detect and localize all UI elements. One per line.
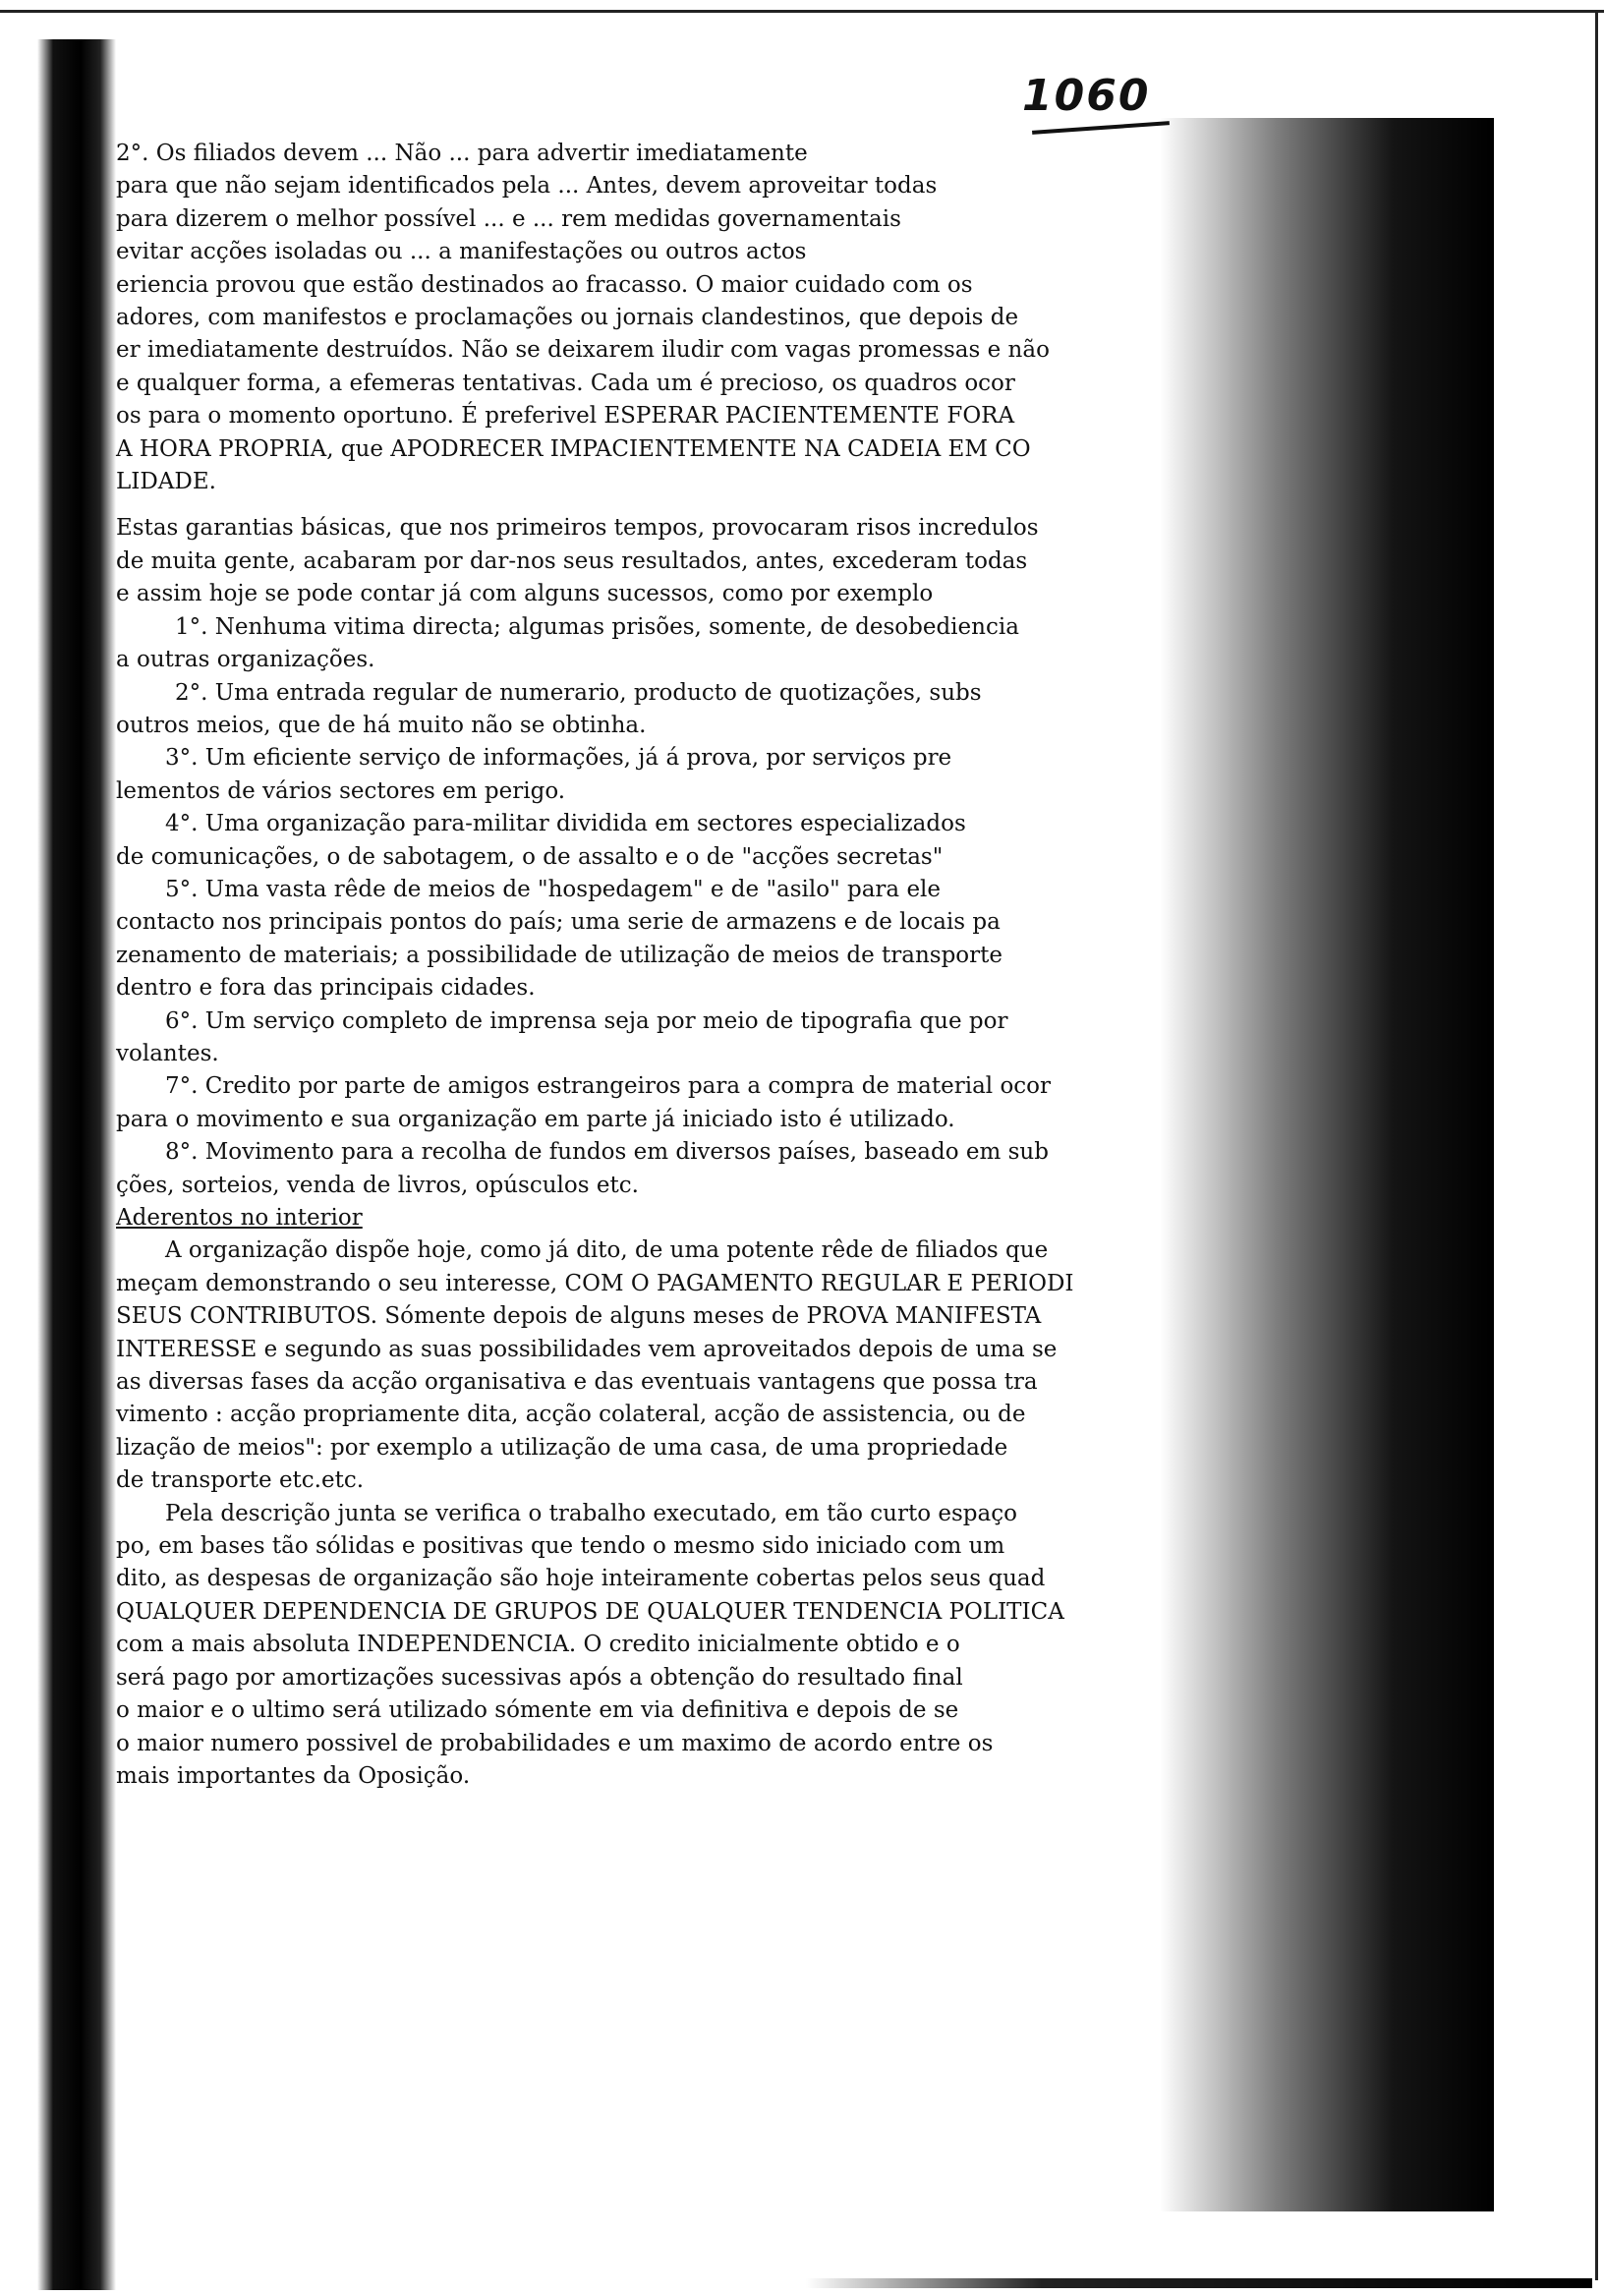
text-line: evitar acções isoladas ou ... a manifestações ou outros actos (116, 239, 807, 265)
list-item: 5°. Uma vasta rêde de meios de "hospedagem" e de "asilo" para ele (165, 876, 942, 902)
text-line: 2°. Os filiados devem ... Não ... para advertir imediatamente (116, 141, 808, 166)
text-line: e assim hoje se pode contar já com alguns sucessos, como por exemplo (116, 581, 934, 607)
text-line: para que não sejam identificados pela ... Antes, devem aproveitar todas (116, 173, 938, 200)
text-line: QUALQUER DEPENDENCIA DE GRUPOS DE QUALQUER TENDENCIA POLITICA (116, 1598, 1064, 1625)
text-line: o maior numero possivel de probabilidades e um maximo de acordo entre os (116, 1730, 994, 1756)
text-line: dito, as despesas de organização são hoje inteiramente cobertas pelos seus quad (116, 1566, 1046, 1592)
text-line: de comunicações, o de sabotagem, o de assalto e o de "acções secretas" (116, 843, 944, 870)
text-line: outros meios, que de há muito não se obtinha. (116, 712, 647, 738)
text-line: a outras organizações. (116, 647, 375, 673)
text-line: zenamento de materiais; a possibilidade de utilização de meios de transporte (116, 942, 1002, 968)
list-item: 1°. Nenhuma vitima directa; algumas prisões, somente, de desobediencia (175, 613, 1019, 640)
list-item: 6°. Um serviço completo de imprensa seja por meio de tipografia que por (165, 1007, 1008, 1034)
list-item: 3°. Um eficiente serviço de informações, já á prova, por serviços pre (165, 745, 952, 772)
list-item: 4°. Uma organização para-militar dividida em sectores especializados (165, 811, 966, 837)
text-line: os para o momento oportuno. É preferivel ESPERAR PACIENTEMENTE FORA (116, 403, 1015, 430)
list-item: 7°. Credito por parte de amigos estrangeiros para a compra de material ocor (165, 1073, 1052, 1100)
page-number-underline (1032, 121, 1170, 135)
text-line: Pela descrição junta se verifica o trabalho executado, em tão curto espaço (165, 1500, 1017, 1526)
text-line: para dizerem o melhor possível ... e ... rem medidas governamentais (116, 205, 901, 232)
text-line: de muita gente, acabaram por dar-nos seus resultados, antes, excederam todas (116, 547, 1028, 574)
list-item: 8°. Movimento para a recolha de fundos em diversos países, baseado em sub (165, 1139, 1049, 1166)
text-line: e qualquer forma, a efemeras tentativas. Cada um é precioso, os quadros ocor (116, 370, 1015, 396)
text-line: contacto nos principais pontos do país; uma serie de armazens e de locais pa (116, 909, 1001, 936)
text-line: as diversas fases da acção organisativa e das eventuais vantagens que possa tra (116, 1369, 1038, 1396)
text-line: de transporte etc.etc. (116, 1467, 365, 1494)
text-line: Estas garantias básicas, que nos primeiros tempos, provocaram risos incredulos (116, 515, 1039, 542)
text-line: volantes. (116, 1040, 219, 1066)
text-line: para o movimento e sua organização em parte já iniciado isto é utilizado. (116, 1106, 955, 1132)
text-line: A organização dispõe hoje, como já dito, de uma potente rêde de filiados que (165, 1237, 1049, 1264)
text-line: meçam demonstrando o seu interesse, COM O PAGAMENTO REGULAR E PERIODI (116, 1270, 1074, 1296)
text-line: ções, sorteios, venda de livros, opúsculos etc. (116, 1172, 639, 1198)
scan-bottom-edge (806, 2278, 1592, 2288)
document-body (116, 138, 1492, 1793)
text-line: er imediatamente destruídos. Não se deixarem iludir com vagas promessas e não (116, 337, 1050, 364)
text-line: po, em bases tão sólidas e positivas que tendo o mesmo sido iniciado com um (116, 1533, 1005, 1560)
handwritten-page-number: 1060 (1022, 71, 1151, 121)
text-line: LIDADE. (116, 469, 216, 495)
text-line: com a mais absoluta INDEPENDENCIA. O credito inicialmente obtido e o (116, 1632, 960, 1658)
text-line: será pago por amortizações sucessivas após a obtenção do resultado final (116, 1664, 963, 1691)
text-line: vimento : acção propriamente dita, acção colateral, acção de assistencia, ou de (116, 1402, 1026, 1428)
section-heading: Aderentos no interior (116, 1205, 363, 1231)
scan-binding-edge (37, 39, 116, 2290)
text-line: INTERESSE e segundo as suas possibilidades vem aproveitados depois de uma se (116, 1336, 1058, 1362)
text-line: eriencia provou que estão destinados ao fracasso. O maior cuidado com os (116, 271, 973, 298)
text-line: dentro e fora das principais cidades. (116, 975, 536, 1002)
text-line: mais importantes da Oposição. (116, 1762, 471, 1789)
text-line: A HORA PROPRIA, que APODRECER IMPACIENTEMENTE NA CADEIA EM CO (116, 435, 1031, 462)
page-border-right (1595, 10, 1598, 2280)
list-item: 2°. Uma entrada regular de numerario, producto de quotizações, subs (175, 679, 982, 706)
text-line: SEUS CONTRIBUTOS. Sómente depois de alguns meses de PROVA MANIFESTA (116, 1303, 1042, 1330)
text-line: adores, com manifestos e proclamações ou jornais clandestinos, que depois de (116, 305, 1019, 331)
text-line: lementos de vários sectores em perigo. (116, 777, 566, 804)
page-border-top (0, 10, 1604, 13)
text-line: lização de meios": por exemplo a utilização de uma casa, de uma propriedade (116, 1434, 1008, 1461)
text-line: o maior e o ultimo será utilizado sómente em via definitiva e depois de se (116, 1697, 959, 1724)
